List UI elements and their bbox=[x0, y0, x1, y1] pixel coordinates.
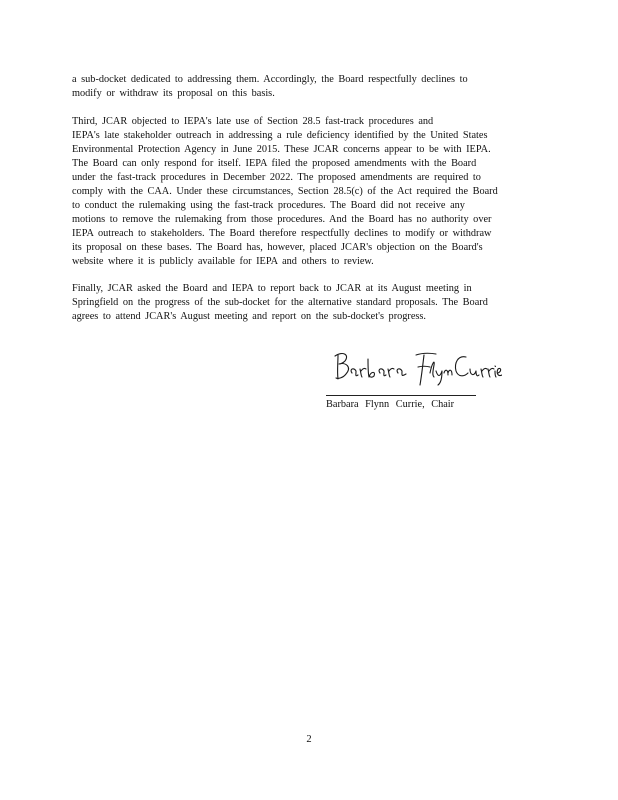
text-line: to conduct the rulemaking using the fast-track procedures. The Board did not receive any bbox=[72, 200, 465, 211]
text-line: IEPA's late stakeholder outreach in addressing a rule deficiency identified by the United States bbox=[72, 130, 488, 141]
text-line: IEPA outreach to stakeholders. The Board therefore respectfully declines to modify or withdraw bbox=[72, 228, 492, 239]
text-line: a sub-docket dedicated to addressing them. Accordingly, the Board respectfully declines to bbox=[72, 74, 468, 85]
text-line: its proposal on these bases. The Board has, however, placed JCAR's objection on the Board's bbox=[72, 242, 483, 253]
paragraph-1 bbox=[72, 73, 542, 101]
text-line: Environmental Protection Agency in June 2015. These JCAR concerns appear to be with IEPA. bbox=[72, 144, 491, 155]
text-line: The Board can only respond for itself. IEPA filed the proposed amendments with the Board bbox=[72, 158, 477, 169]
handwritten-signature bbox=[332, 347, 502, 387]
text-line: Springfield on the progress of the sub-docket for the alternative standard proposals. The Board bbox=[72, 297, 488, 308]
text-line: website where it is publicly available for IEPA and others to review. bbox=[72, 256, 374, 267]
paragraph-3 bbox=[72, 282, 542, 324]
text-line: Finally, JCAR asked the Board and IEPA to report back to JCAR at its August meeting in bbox=[72, 283, 472, 294]
signatory-name: Barbara Flynn Currie, Chair bbox=[326, 399, 455, 410]
page-number: 2 bbox=[306, 734, 312, 745]
signature-line bbox=[326, 395, 476, 396]
text-line: agrees to attend JCAR's August meeting and report on the sub-docket's progress. bbox=[72, 311, 427, 322]
text-line: comply with the CAA. Under these circumstances, Section 28.5(c) of the Act required the Board bbox=[72, 186, 498, 197]
paragraph-2 bbox=[72, 115, 542, 269]
text-line: modify or withdraw its proposal on this basis. bbox=[72, 88, 275, 99]
text-line: Third, JCAR objected to IEPA's late use of Section 28.5 fast-track procedures and bbox=[72, 116, 434, 127]
text-line: motions to remove the rulemaking from those procedures. And the Board has no authority over bbox=[72, 214, 492, 225]
text-line: under the fast-track procedures in December 2022. The proposed amendments are required to bbox=[72, 172, 481, 183]
